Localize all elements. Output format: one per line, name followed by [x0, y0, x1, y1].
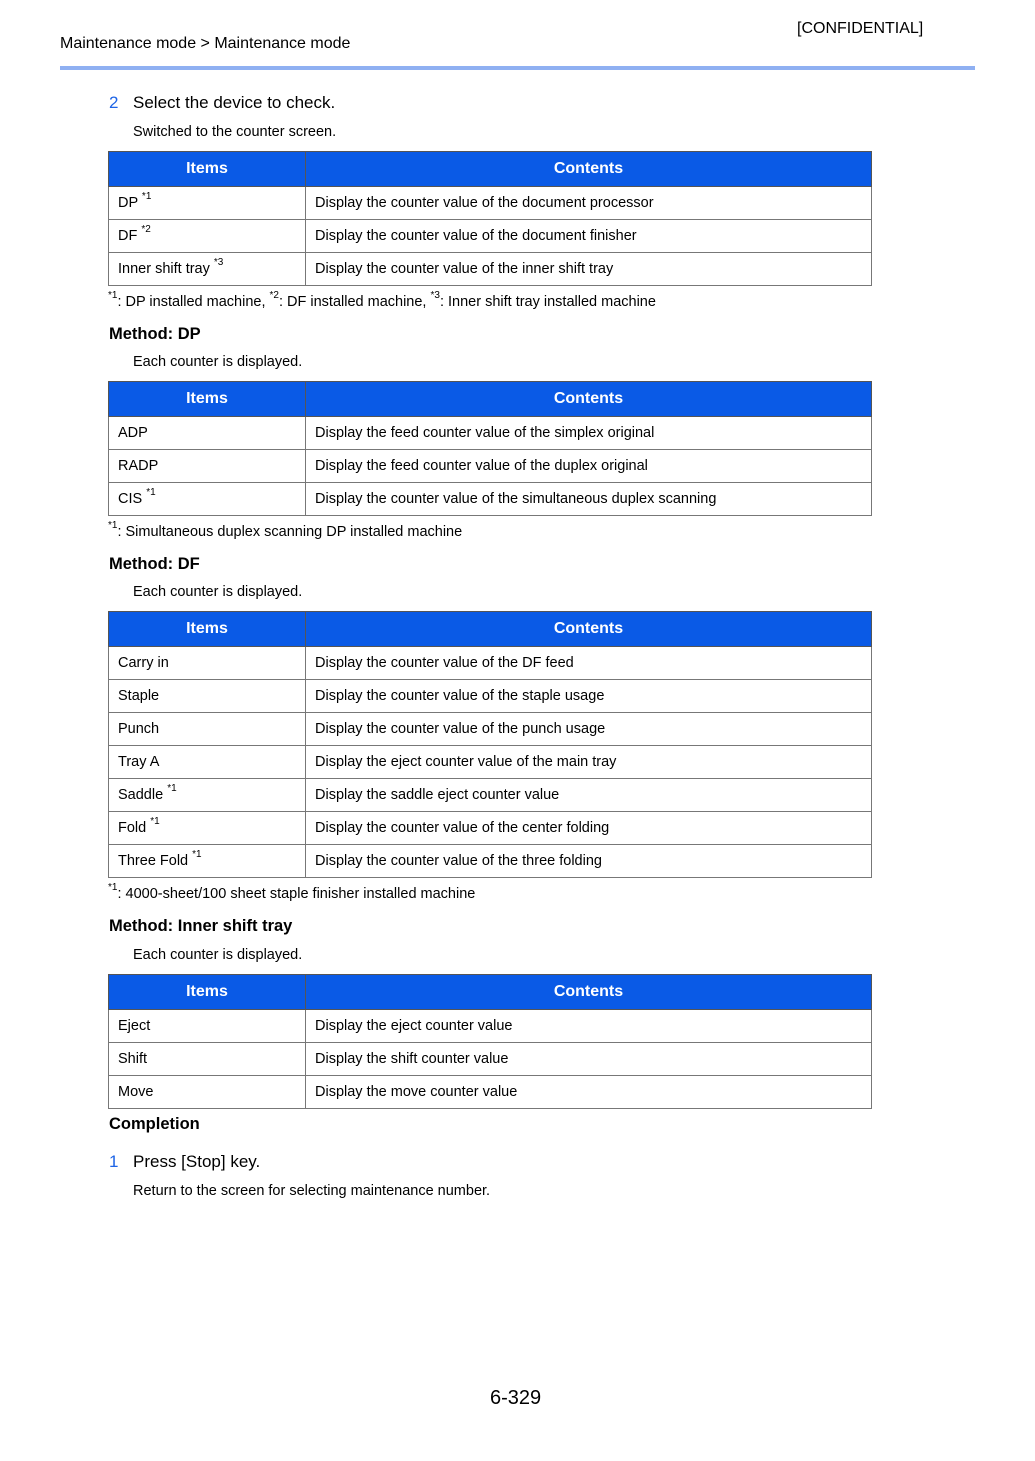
- item-cell: DP $^{*1}$: [109, 187, 306, 220]
- step-text: Select the device to check.: [133, 93, 336, 112]
- header-contents: Contents: [306, 612, 872, 647]
- section-heading: Method: Inner shift tray: [109, 917, 293, 935]
- content-cell: Display the counter value of the simultaneous duplex scanning: [306, 483, 872, 516]
- content-cell: Display the feed counter value of the simplex original: [306, 417, 872, 450]
- header-contents: Contents: [306, 382, 872, 417]
- table-row: [109, 417, 872, 450]
- item-cell: Three Fold $^{*1}$: [109, 845, 306, 878]
- step-text: Press [Stop] key.: [133, 1152, 261, 1171]
- table-row: [109, 1076, 872, 1109]
- header-rule: [60, 66, 975, 70]
- table-header-row: [109, 975, 872, 1010]
- table-header-row: [109, 382, 872, 417]
- header-contents: Contents: [306, 975, 872, 1010]
- item-cell: DF $^{*2}$: [109, 220, 306, 253]
- content-cell: Display the counter value of the punch usage: [306, 713, 872, 746]
- content-cell: Display the feed counter value of the duplex original: [306, 450, 872, 483]
- item-cell: Fold $^{*1}$: [109, 812, 306, 845]
- item-cell: Tray A: [109, 746, 306, 779]
- section-heading: Completion: [109, 1115, 200, 1133]
- content-cell: Display the counter value of the inner shift tray: [306, 253, 872, 286]
- item-cell: RADP: [109, 450, 306, 483]
- content-cell: Display the counter value of the staple usage: [306, 680, 872, 713]
- step-note: Return to the screen for selecting maintenance number.: [133, 1183, 491, 1199]
- item-cell: Eject: [109, 1010, 306, 1043]
- table-row: [109, 220, 872, 253]
- breadcrumb: Maintenance mode > Maintenance mode: [60, 35, 351, 52]
- content-cell: Display the counter value of the document finisher: [306, 220, 872, 253]
- section-heading: Method: DP: [109, 325, 201, 343]
- table-row: [109, 647, 872, 680]
- content-cell: Display the counter value of the center folding: [306, 812, 872, 845]
- item-cell: Saddle $^{*1}$: [109, 779, 306, 812]
- content-cell: Display the counter value of the three folding: [306, 845, 872, 878]
- section-heading: Method: DF: [109, 555, 200, 573]
- df-table: [108, 611, 872, 878]
- footnote: $^{*1}$: Simultaneous duplex scanning DP installed machine: [108, 520, 463, 540]
- content-cell: Display the eject counter value of the main tray: [306, 746, 872, 779]
- header-contents: Contents: [306, 152, 872, 187]
- dp-table: [108, 381, 872, 516]
- item-cell: Move: [109, 1076, 306, 1109]
- item-cell: Carry in: [109, 647, 306, 680]
- devices-table: [108, 151, 872, 286]
- table-row: [109, 187, 872, 220]
- item-cell: Inner shift tray $^{*3}$: [109, 253, 306, 286]
- confidential-label: [CONFIDENTIAL]: [797, 20, 924, 37]
- item-cell: Staple: [109, 680, 306, 713]
- step-number: 2: [109, 93, 119, 112]
- table-row: [109, 680, 872, 713]
- section-note: Each counter is displayed.: [133, 584, 303, 600]
- table-row: [109, 845, 872, 878]
- header-items: Items: [109, 152, 306, 187]
- table-row: [109, 713, 872, 746]
- table-header-row: [109, 612, 872, 647]
- section-note: Each counter is displayed.: [133, 354, 303, 370]
- table-row: [109, 812, 872, 845]
- step-number: 1: [109, 1152, 119, 1171]
- inner-shift-table: [108, 974, 872, 1109]
- header-items: Items: [109, 612, 306, 647]
- table-header-row: [109, 152, 872, 187]
- content-cell: Display the move counter value: [306, 1076, 872, 1109]
- content-cell: Display the saddle eject counter value: [306, 779, 872, 812]
- item-cell: Shift: [109, 1043, 306, 1076]
- content-cell: Display the eject counter value: [306, 1010, 872, 1043]
- footnote: $^{*1}$: 4000-sheet/100 sheet staple finisher installed machine: [108, 882, 476, 902]
- content-cell: Display the shift counter value: [306, 1043, 872, 1076]
- header-items: Items: [109, 975, 306, 1010]
- item-cell: ADP: [109, 417, 306, 450]
- footnote: $^{*1}$: DP installed machine, $^{*2}$: DF installed machine, $^{*3}$: Inner shift tray installed machine: [108, 290, 656, 310]
- item-cell: Punch: [109, 713, 306, 746]
- table-row: [109, 1010, 872, 1043]
- section-note: Each counter is displayed.: [133, 947, 303, 963]
- step-note: Switched to the counter screen.: [133, 124, 337, 140]
- item-cell: CIS $^{*1}$: [109, 483, 306, 516]
- content-cell: Display the counter value of the DF feed: [306, 647, 872, 680]
- header-items: Items: [109, 382, 306, 417]
- table-row: [109, 450, 872, 483]
- content-cell: Display the counter value of the document processor: [306, 187, 872, 220]
- table-row: [109, 746, 872, 779]
- table-row: [109, 483, 872, 516]
- page-number: 6-329: [490, 1387, 542, 1409]
- table-row: [109, 779, 872, 812]
- table-row: [109, 1043, 872, 1076]
- table-row: [109, 253, 872, 286]
